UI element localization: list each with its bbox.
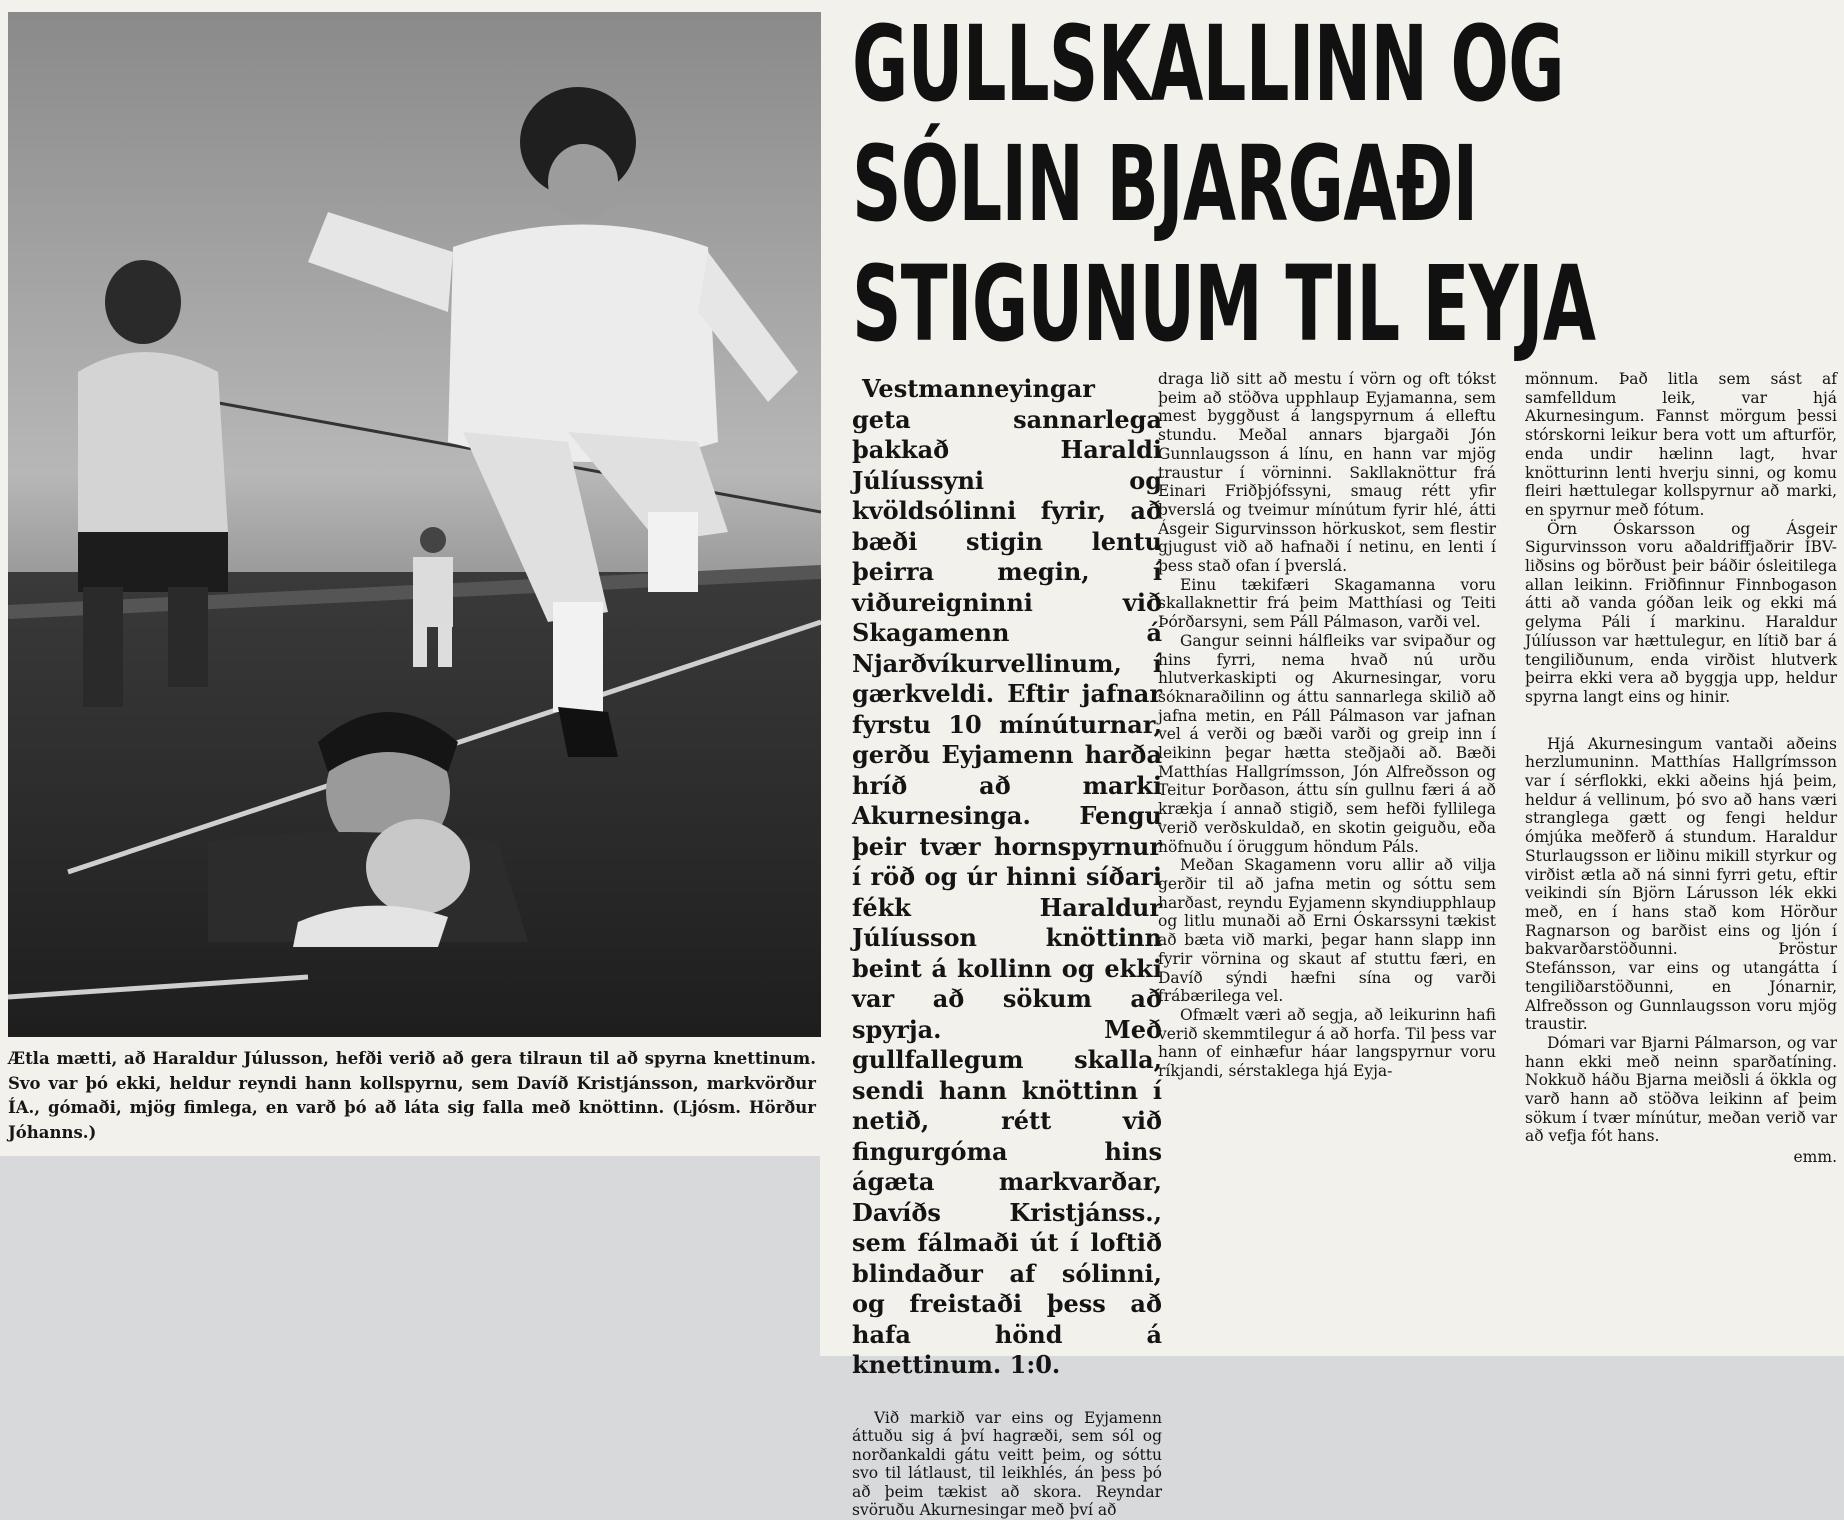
column-3 (1525, 370, 1837, 1167)
paragraph: Örn Óskarsson og Ásgeir Sigurvinsson voru aðaldriffjaðrir ÍBV-liðsins og börðust þeir báðir ósleitilega allan leikinn. Friðfinnur Finnbogason átti að vanda góðan leik og ekki má gelyma Páli í markinu. Haraldur Júlíusson var hættulegur, en lítið bar á tengiliðunum, enda virðist hlutverk þeirra ekki vera að byggja upp, heldur spyrna langt eins og hinir. (1525, 520, 1837, 707)
football-photo (8, 12, 821, 1037)
paragraph: Meðan Skagamenn voru allir að vilja gerðir til að jafna metin og sóttu sem harðast, reyndu Eyjamenn skyndiupphlaup og litlu munaði að Erni Óskarssyni tækist að bæta við marki, þegar hann slapp inn fyrir vörnina og skaut af stuttu færi, en Davíð sýndi hæfni sína og varði frábærilega vel. (1158, 856, 1496, 1006)
column-2 (1158, 370, 1496, 1081)
paragraph: Gangur seinni hálfleiks var svipaður og hins fyrri, nema hvað nú urðu hlutverkaskipti og Akurnesingar, voru sóknaraðilinn og áttu sannarlega skilið að jafna metin, en Páll Pálmason var jafnan vel á verði og bæði varði og greip inn í leikinn þegar hætta steðjaði að. Bæði Matthías Hallgrímsson, Jón Alfreðsson og Teitur Þorðason, áttu sín gullnu færi á að krækja í annað stigið, sem hefði fyllilega verið verðskuldað, en skotin geiguðu, eða höfnuðu í öruggum höndum Páls. (1158, 632, 1496, 856)
author-signature: emm. (1525, 1148, 1837, 1167)
column-1 (852, 374, 1162, 1520)
headline-line-1: GULLSKALLINN OG (852, 4, 1835, 124)
paragraph: Dómari var Bjarni Pálmarson, og var hann ekki með neinn sparðatíning. Nokkuð háðu Bjarna meiðsli á ökkla og varð hann að stöðva leikinn af þeim sökum í tvær mínútur, meðan verið var að vefja fót hans. (1525, 1034, 1837, 1146)
paragraph: mönnum. Það litla sem sást af samfelldum leik, var hjá Akurnesingum. Fannst mörgum þessi stórskorni leikur bera vott um afturför, enda undir hælinn lagt, hvar knötturinn lenti hverju sinni, og komu fleiri hættulegar kollspyrnur að marki, en spyrnur með fótum. (1525, 370, 1837, 520)
headline-line-3: STIGUNUM TIL EYJA (852, 244, 1835, 364)
lead-rest: geta sannarlega þakkað Haraldi Júlíussyni og kvöldsólinni fyrir, að bæði stigin lentu þeirra megin, í viðureigninni við Skagamenn á Njarðvíkurvellinum, í gærkveldi. Eftir jafnar fyrstu 10 mínúturnar, gerðu Eyjamenn harða hríð að marki Akurnesinga. Fengu þeir tvær hornspyrnur í röð og úr hinni síðari fékk Haraldur Júlíusson knöttinn beint á kollinn og ekki var að sökum að spyrja. Með gullfallegum skalla, sendi hann knöttinn í netið, rétt við fingurgóma hins ágæta markvarðar, Davíðs Kristjánss., sem fálmaði út í loftið blindaður af sólinni, og freistaði þess að hafa hönd á knettinum. 1:0. (852, 405, 1162, 1380)
paragraph: Ofmælt væri að segja, að leikurinn hafi verið skemmtilegur á að horfa. Til þess var hann of einhæfur háar langspyrnur voru ríkjandi, sérstaklega hjá Eyja- (1158, 1006, 1496, 1081)
paragraph: draga lið sitt að mestu í vörn og oft tókst þeim að stöðva upphlaup Eyjamanna, sem mest byggðust á langspyrnum á elleftu stundu. Meðal annars bjargaði Jón Gunnlaugsson á línu, en hann var mjög traustur í vörninni. Sakllaknöttur frá Einari Friðþjófssyni, smaug rétt yfir þverslá og tveimur mínútum fyrir hlé, átti Ásgeir Sigurvinsson hörkuskot, sem flestir gjugust við að hafnaði í netinu, en lenti í þess stað ofan í þverslá. (1158, 370, 1496, 576)
column-1-body: Við markið var eins og Eyjamenn áttuðu sig á því hagræði, sem sól og norðankaldi gátu veitt þeim, og sóttu svo til látlaust, til leikhlés, án þess þó að þeim tækist að skora. Reyndar svöruðu Akurnesingar með því að (852, 1409, 1162, 1520)
headline (852, 4, 1502, 364)
photo-caption: Ætla mætti, að Haraldur Júlusson, hefði verið að gera tilraun til að spyrna knettinum. Svo var þó ekki, heldur reyndi hann kollspyrnu, sem Davíð Kristjánsson, markvörður ÍA., gómaði, mjög fimlega, en varð þó að láta sig falla með knöttinn. (Ljósm. Hörður Jóhanns.) (8, 1047, 816, 1145)
lead-first-word: Vestmanneyingar (852, 374, 1162, 405)
background-area (0, 1156, 820, 1356)
paragraph: Hjá Akurnesingum vantaði aðeins herzlumuninn. Matthías Hallgrímsson var í sérflokki, ekki aðeins hjá þeim, heldur á vellinum, þó svo að hans væri stranglega gætt og fengi heldur ómjúka meðferð á stundum. Haraldur Sturlaugsson er liðinu mikill styrkur og virðist ætla að ná sinni fyrri getu, eftir veikindi sín Björn Lárusson lék ekki með, en í hans stað kom Hörður Ragnarson og barðist eins og ljón í bakvarðarstöðunni. Þröstur Stefánsson, var eins og utangátta í tengiliðarstöðunni, en Jónarnir, Alfreðsson og Gunnlaugsson voru mjög traustir. (1525, 735, 1837, 1034)
lead-paragraph (852, 374, 1162, 1381)
headline-line-2: SÓLIN BJARGAÐI (852, 124, 1835, 244)
paragraph: Einu tækifæri Skagamanna voru skallaknettir frá þeim Matthíasi og Teiti Þórðarsyni, sem Páll Pálmason, varði vel. (1158, 576, 1496, 632)
